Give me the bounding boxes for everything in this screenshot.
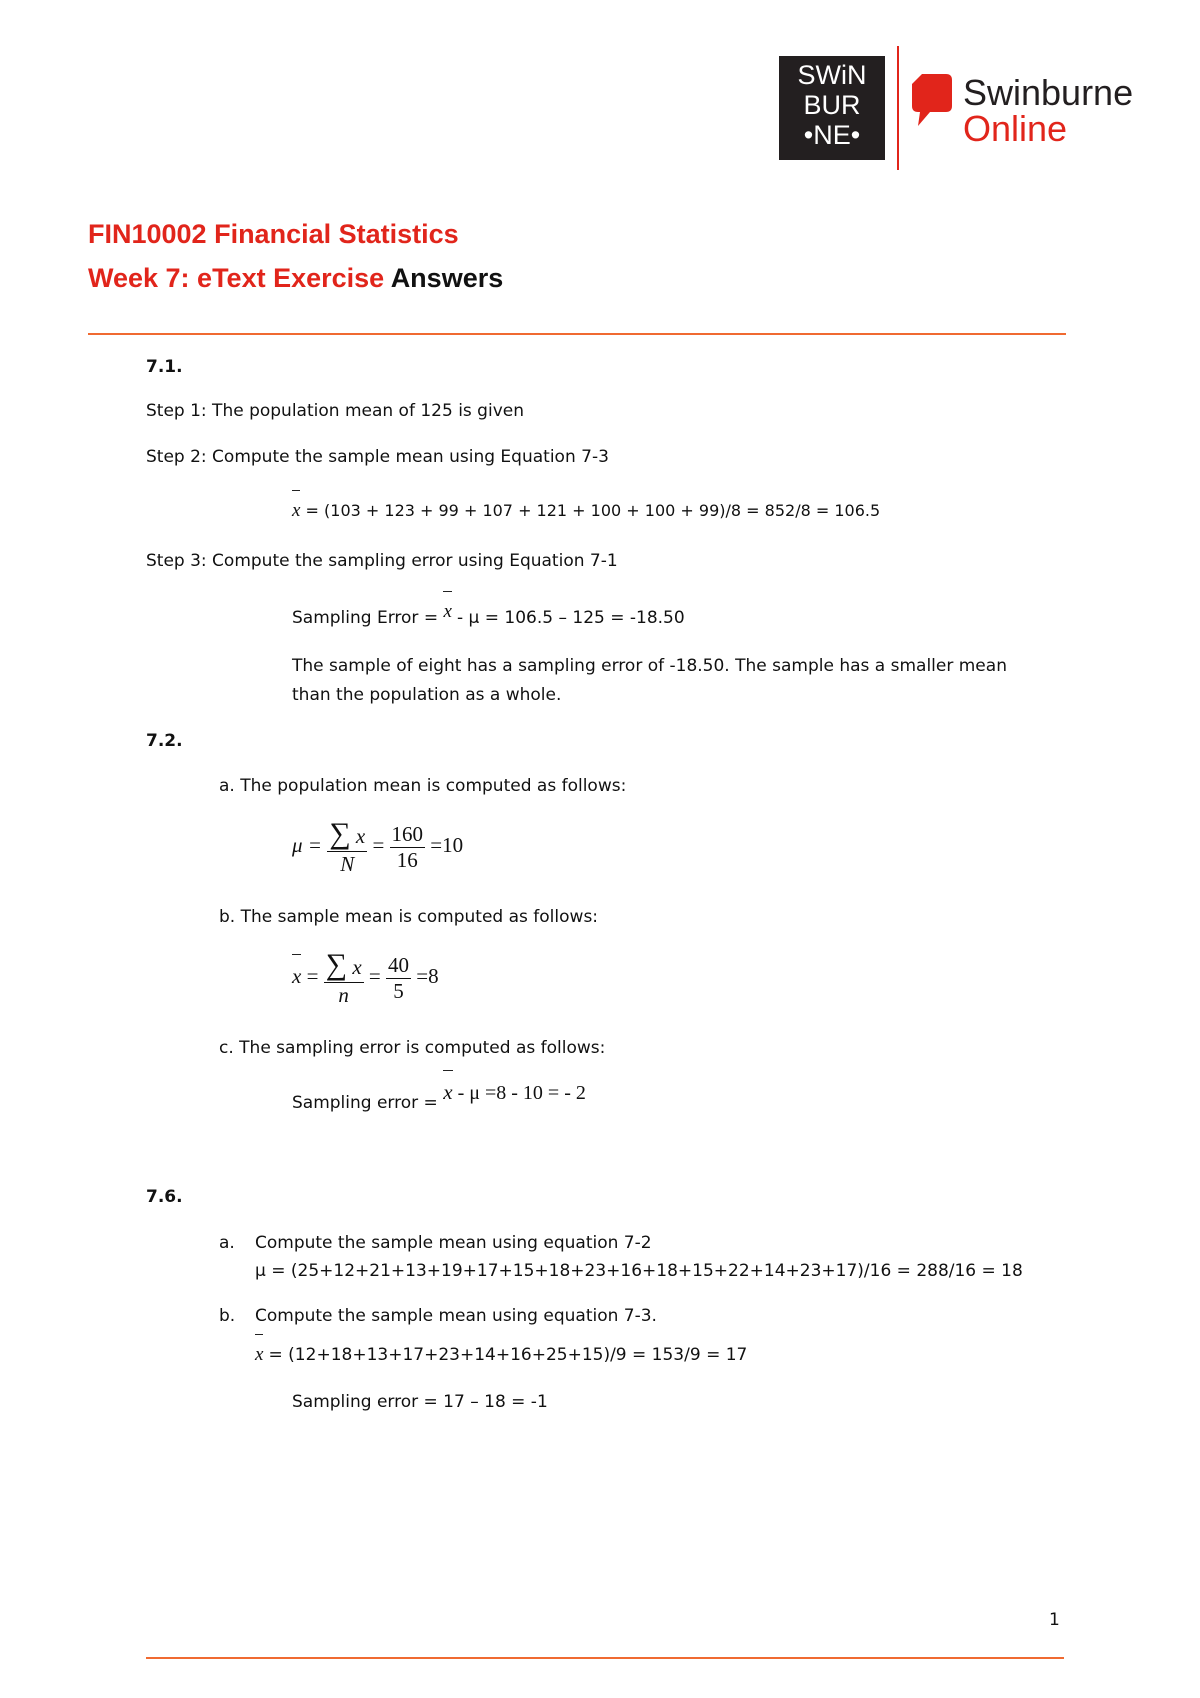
q71-step-2-equation (292, 500, 880, 522)
page-number: 1 (1049, 1610, 1060, 1630)
sum-x-over-n-fraction (327, 817, 367, 877)
numeric-fraction (386, 953, 411, 1004)
xbar-lhs: x (292, 963, 302, 988)
q71-sampling-error-equation (292, 601, 685, 629)
logo-box-line-1: SWiN (797, 60, 867, 90)
q72-sample-mean-formula: x = $\frac{\sum x}{n}$ = $\frac{40}{5}$ =8 (292, 948, 439, 1007)
result: =8 (416, 963, 439, 988)
fraction-numerator: 160 (391, 821, 424, 846)
xbar-symbol: x (292, 500, 301, 521)
result: =10 (430, 832, 464, 857)
logo-box-line-2: BUR (803, 90, 861, 120)
n-population: N (340, 852, 355, 876)
fraction-numerator: 40 (387, 952, 409, 977)
xbar-symbol: x (255, 1344, 264, 1365)
q72-se-rhs: - μ =8 - 10 = - 2 (457, 1082, 586, 1104)
sigma-icon: ∑ (329, 817, 351, 850)
sigma-icon: ∑ (325, 948, 348, 981)
q76-part-a-marker: a. (219, 1233, 235, 1253)
q72-population-mean-formula: μ = $\frac{\sum x}{N}$ = $\frac{160}{16}$ =10 (292, 817, 464, 876)
q76-part-b-equation (255, 1344, 747, 1366)
week-title-label: Week 7: eText Exercise (88, 263, 385, 293)
xbar-symbol: x (443, 601, 452, 622)
x-var: x (352, 955, 362, 979)
q76-part-b-label: Compute the sample mean using equation 7-3. (255, 1306, 657, 1326)
question-7-1-number: 7.1. (146, 357, 183, 377)
mu-lhs: μ = (292, 832, 322, 857)
logo-word-swinburne: Swinburne (963, 72, 1134, 113)
q76-part-b-marker: b. (219, 1306, 236, 1326)
week-title-suffix: Answers (390, 263, 504, 293)
q71-step-2-equation-text: = (103 + 123 + 99 + 107 + 121 + 100 + 100 + 99)/8 = 852/8 = 106.5 (305, 501, 881, 520)
swinburne-logo-box (779, 56, 885, 160)
q72-part-b-label: b. The sample mean is computed as follows: (219, 907, 599, 927)
q71-step-3: Step 3: Compute the sampling error using Equation 7-1 (146, 551, 618, 571)
q76-part-b-equation-text: = (12+18+13+17+23+14+16+25+15)/9 = 153/9 = 17 (268, 1345, 748, 1365)
question-7-6-number: 7.6. (146, 1187, 183, 1207)
logo-divider (897, 46, 899, 170)
logo-word-online: Online (963, 108, 1068, 149)
sum-x-over-n-fraction (324, 948, 364, 1008)
numeric-fraction (390, 822, 426, 873)
q71-conclusion-line-1: The sample of eight has a sampling error of -18.50. The sample has a smaller mean (292, 656, 1007, 676)
q72-part-c-label: c. The sampling error is computed as follows: (219, 1038, 606, 1058)
x-var: x (355, 824, 366, 848)
fraction-denominator: 5 (393, 978, 404, 1003)
q76-sampling-error: Sampling error = 17 – 18 = -1 (292, 1392, 548, 1412)
q71-se-equation: - μ = 106.5 – 125 = -18.50 (457, 608, 685, 628)
week-title (88, 263, 503, 294)
q72-part-a-label: a. The population mean is computed as follows: (219, 776, 627, 796)
speech-bubble-logo-icon (908, 70, 956, 128)
logo-box-line-3: •NE• (803, 120, 861, 150)
header-rule (88, 333, 1066, 335)
course-title: FIN10002 Financial Statistics (88, 219, 459, 249)
q72-sampling-error-equation (292, 1080, 586, 1113)
q71-conclusion-line-2: than the population as a whole. (292, 685, 562, 705)
fraction-denominator: 16 (396, 847, 418, 872)
q71-step-1: Step 1: The population mean of 125 is given (146, 401, 524, 421)
n-sample: n (338, 983, 349, 1007)
question-7-2-number: 7.2. (146, 731, 183, 751)
q76-part-a-equation: μ = (25+12+21+13+19+17+15+18+23+16+18+15+22+14+23+17)/16 = 288/16 = 18 (255, 1261, 1023, 1281)
footer-rule (146, 1657, 1064, 1659)
q71-step-2: Step 2: Compute the sample mean using Equation 7-3 (146, 447, 609, 467)
q76-part-a-label: Compute the sample mean using equation 7-2 (255, 1233, 652, 1253)
xbar-symbol: x (443, 1080, 453, 1104)
q72-se-prefix: Sampling error = (292, 1093, 444, 1113)
q71-se-prefix: Sampling Error = (292, 608, 444, 628)
